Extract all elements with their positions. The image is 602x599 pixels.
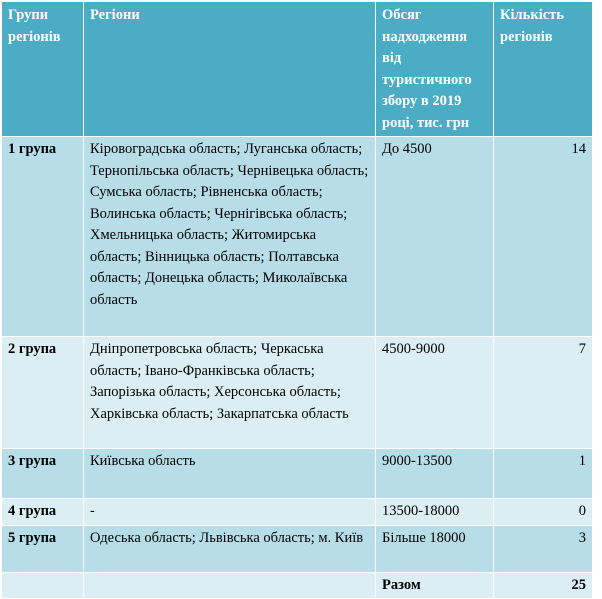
table-row xyxy=(2,337,593,449)
regions-cell: Дніпропетровська область; Черкаська область; Івано-Франківська область; Запорізька область; Херсонська область; Харківська область; Закарпатська область xyxy=(84,337,376,449)
volume-cell: 4500-9000 xyxy=(376,337,494,449)
count-cell: 3 xyxy=(494,525,593,572)
table-header-row xyxy=(2,2,593,137)
header-region-count: Кількість регіонів xyxy=(494,2,593,137)
volume-cell: 9000-13500 xyxy=(376,449,494,499)
total-row xyxy=(2,572,593,599)
regions-cell: - xyxy=(84,499,376,526)
group-cell: 1 група xyxy=(2,137,84,337)
group-cell: 3 група xyxy=(2,449,84,499)
table-row xyxy=(2,449,593,499)
count-cell: 0 xyxy=(494,499,593,526)
table-row xyxy=(2,525,593,572)
group-cell: 4 група xyxy=(2,499,84,526)
total-label: Разом xyxy=(376,572,494,599)
header-regions: Регіони xyxy=(84,2,376,137)
group-cell: 2 група xyxy=(2,337,84,449)
volume-cell: Більше 18000 xyxy=(376,525,494,572)
count-cell: 7 xyxy=(494,337,593,449)
header-tax-volume: Обсяг надходження від туристичного збору в 2019 році, тис. грн xyxy=(376,2,494,137)
regions-cell: Київська область xyxy=(84,449,376,499)
count-cell: 1 xyxy=(494,449,593,499)
volume-cell: До 4500 xyxy=(376,137,494,337)
table-row xyxy=(2,137,593,337)
regions-tourist-tax-table-wrapper xyxy=(1,1,592,599)
volume-cell: 13500-18000 xyxy=(376,499,494,526)
regions-cell: Кіровоградська область; Луганська область; Тернопільська область; Чернівецька область; Сумська область; Рівненська область; Волинська область; Чернігівська область; Хмельницька область; Житомирська область; Вінницька область; Полтавська область; Донецька область; Миколаївська область xyxy=(84,137,376,337)
total-count: 25 xyxy=(494,572,593,599)
regions-cell: Одеська область; Львівська область; м. Київ xyxy=(84,525,376,572)
header-region-groups: Групи регіонів xyxy=(2,2,84,137)
group-cell: 5 група xyxy=(2,525,84,572)
count-cell: 14 xyxy=(494,137,593,337)
total-empty-cell xyxy=(2,572,84,599)
regions-tourist-tax-table xyxy=(1,1,593,599)
table-row xyxy=(2,499,593,526)
total-empty-cell xyxy=(84,572,376,599)
